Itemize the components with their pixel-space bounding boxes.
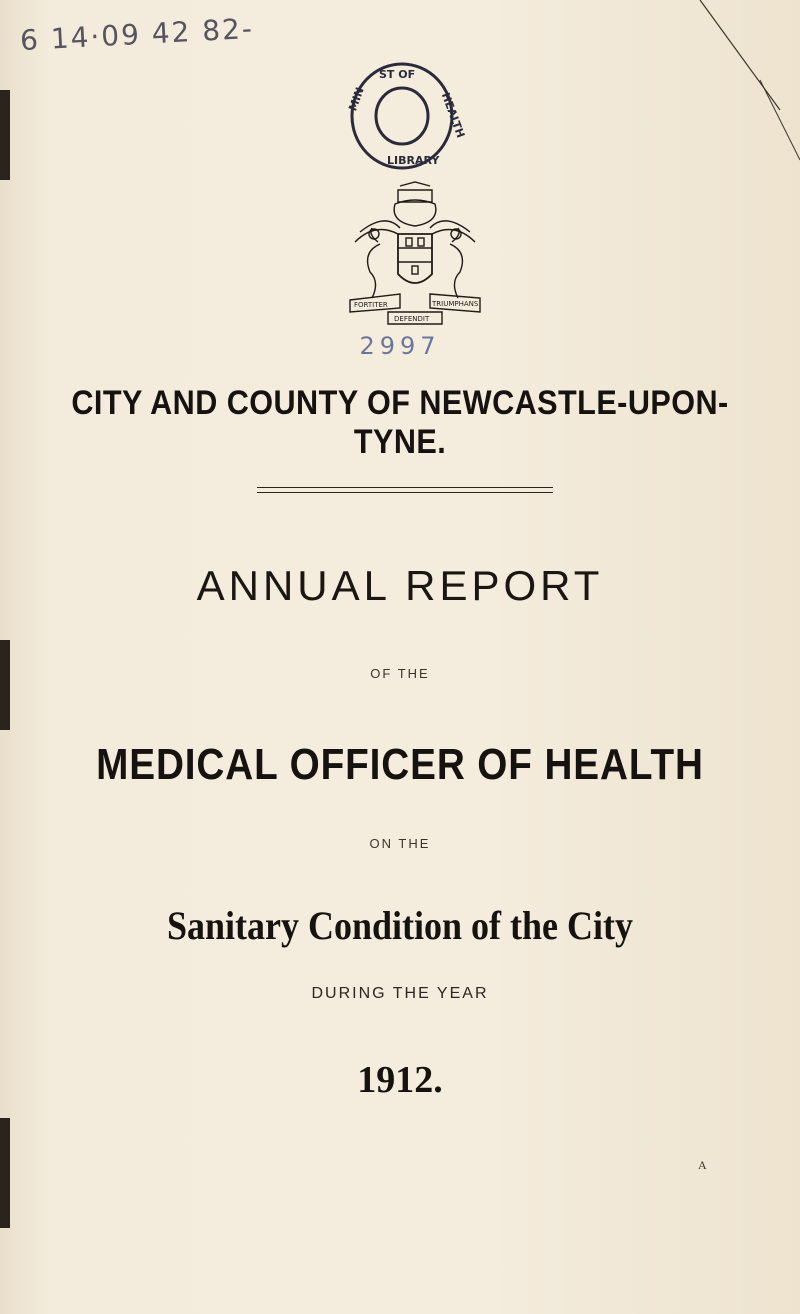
library-stamp: [346, 58, 468, 178]
report-title: ANNUAL REPORT: [196, 562, 604, 609]
on-the-label: ON THE: [369, 836, 431, 851]
svg-text:FORTITER: FORTITER: [354, 301, 388, 309]
binding-edge-middle: [0, 640, 10, 730]
svg-text:TRIUMPHANS: TRIUMPHANS: [432, 300, 479, 308]
svg-text:LIBRARY: LIBRARY: [387, 154, 440, 167]
subject-title: Sanitary Condition of the City: [166, 903, 634, 948]
binding-edge-bottom: [0, 1118, 10, 1228]
of-the-label: OF THE: [370, 666, 430, 681]
during-the-year-label: DURING THE YEAR: [311, 985, 489, 1002]
svg-text:ST OF: ST OF: [379, 68, 416, 81]
handwritten-shelfmark: 6 14·09 42 82-: [19, 11, 255, 58]
divider-rule-upper: [257, 487, 553, 488]
city-title: CITY AND COUNTY OF NEWCASTLE-UPON-TYNE.: [71, 384, 729, 461]
divider-rule-lower: [257, 492, 553, 493]
svg-text:MIN: MIN: [346, 85, 367, 113]
report-year: 1912.: [357, 1059, 443, 1101]
newcastle-coat-of-arms: [340, 182, 490, 332]
svg-text:HEALTH: HEALTH: [438, 90, 468, 140]
officer-title: MEDICAL OFFICER OF HEALTH: [96, 740, 704, 789]
accession-number: 2997: [359, 332, 441, 360]
svg-text:DEFENDIT: DEFENDIT: [394, 315, 430, 323]
signature-mark: A: [698, 1158, 707, 1172]
